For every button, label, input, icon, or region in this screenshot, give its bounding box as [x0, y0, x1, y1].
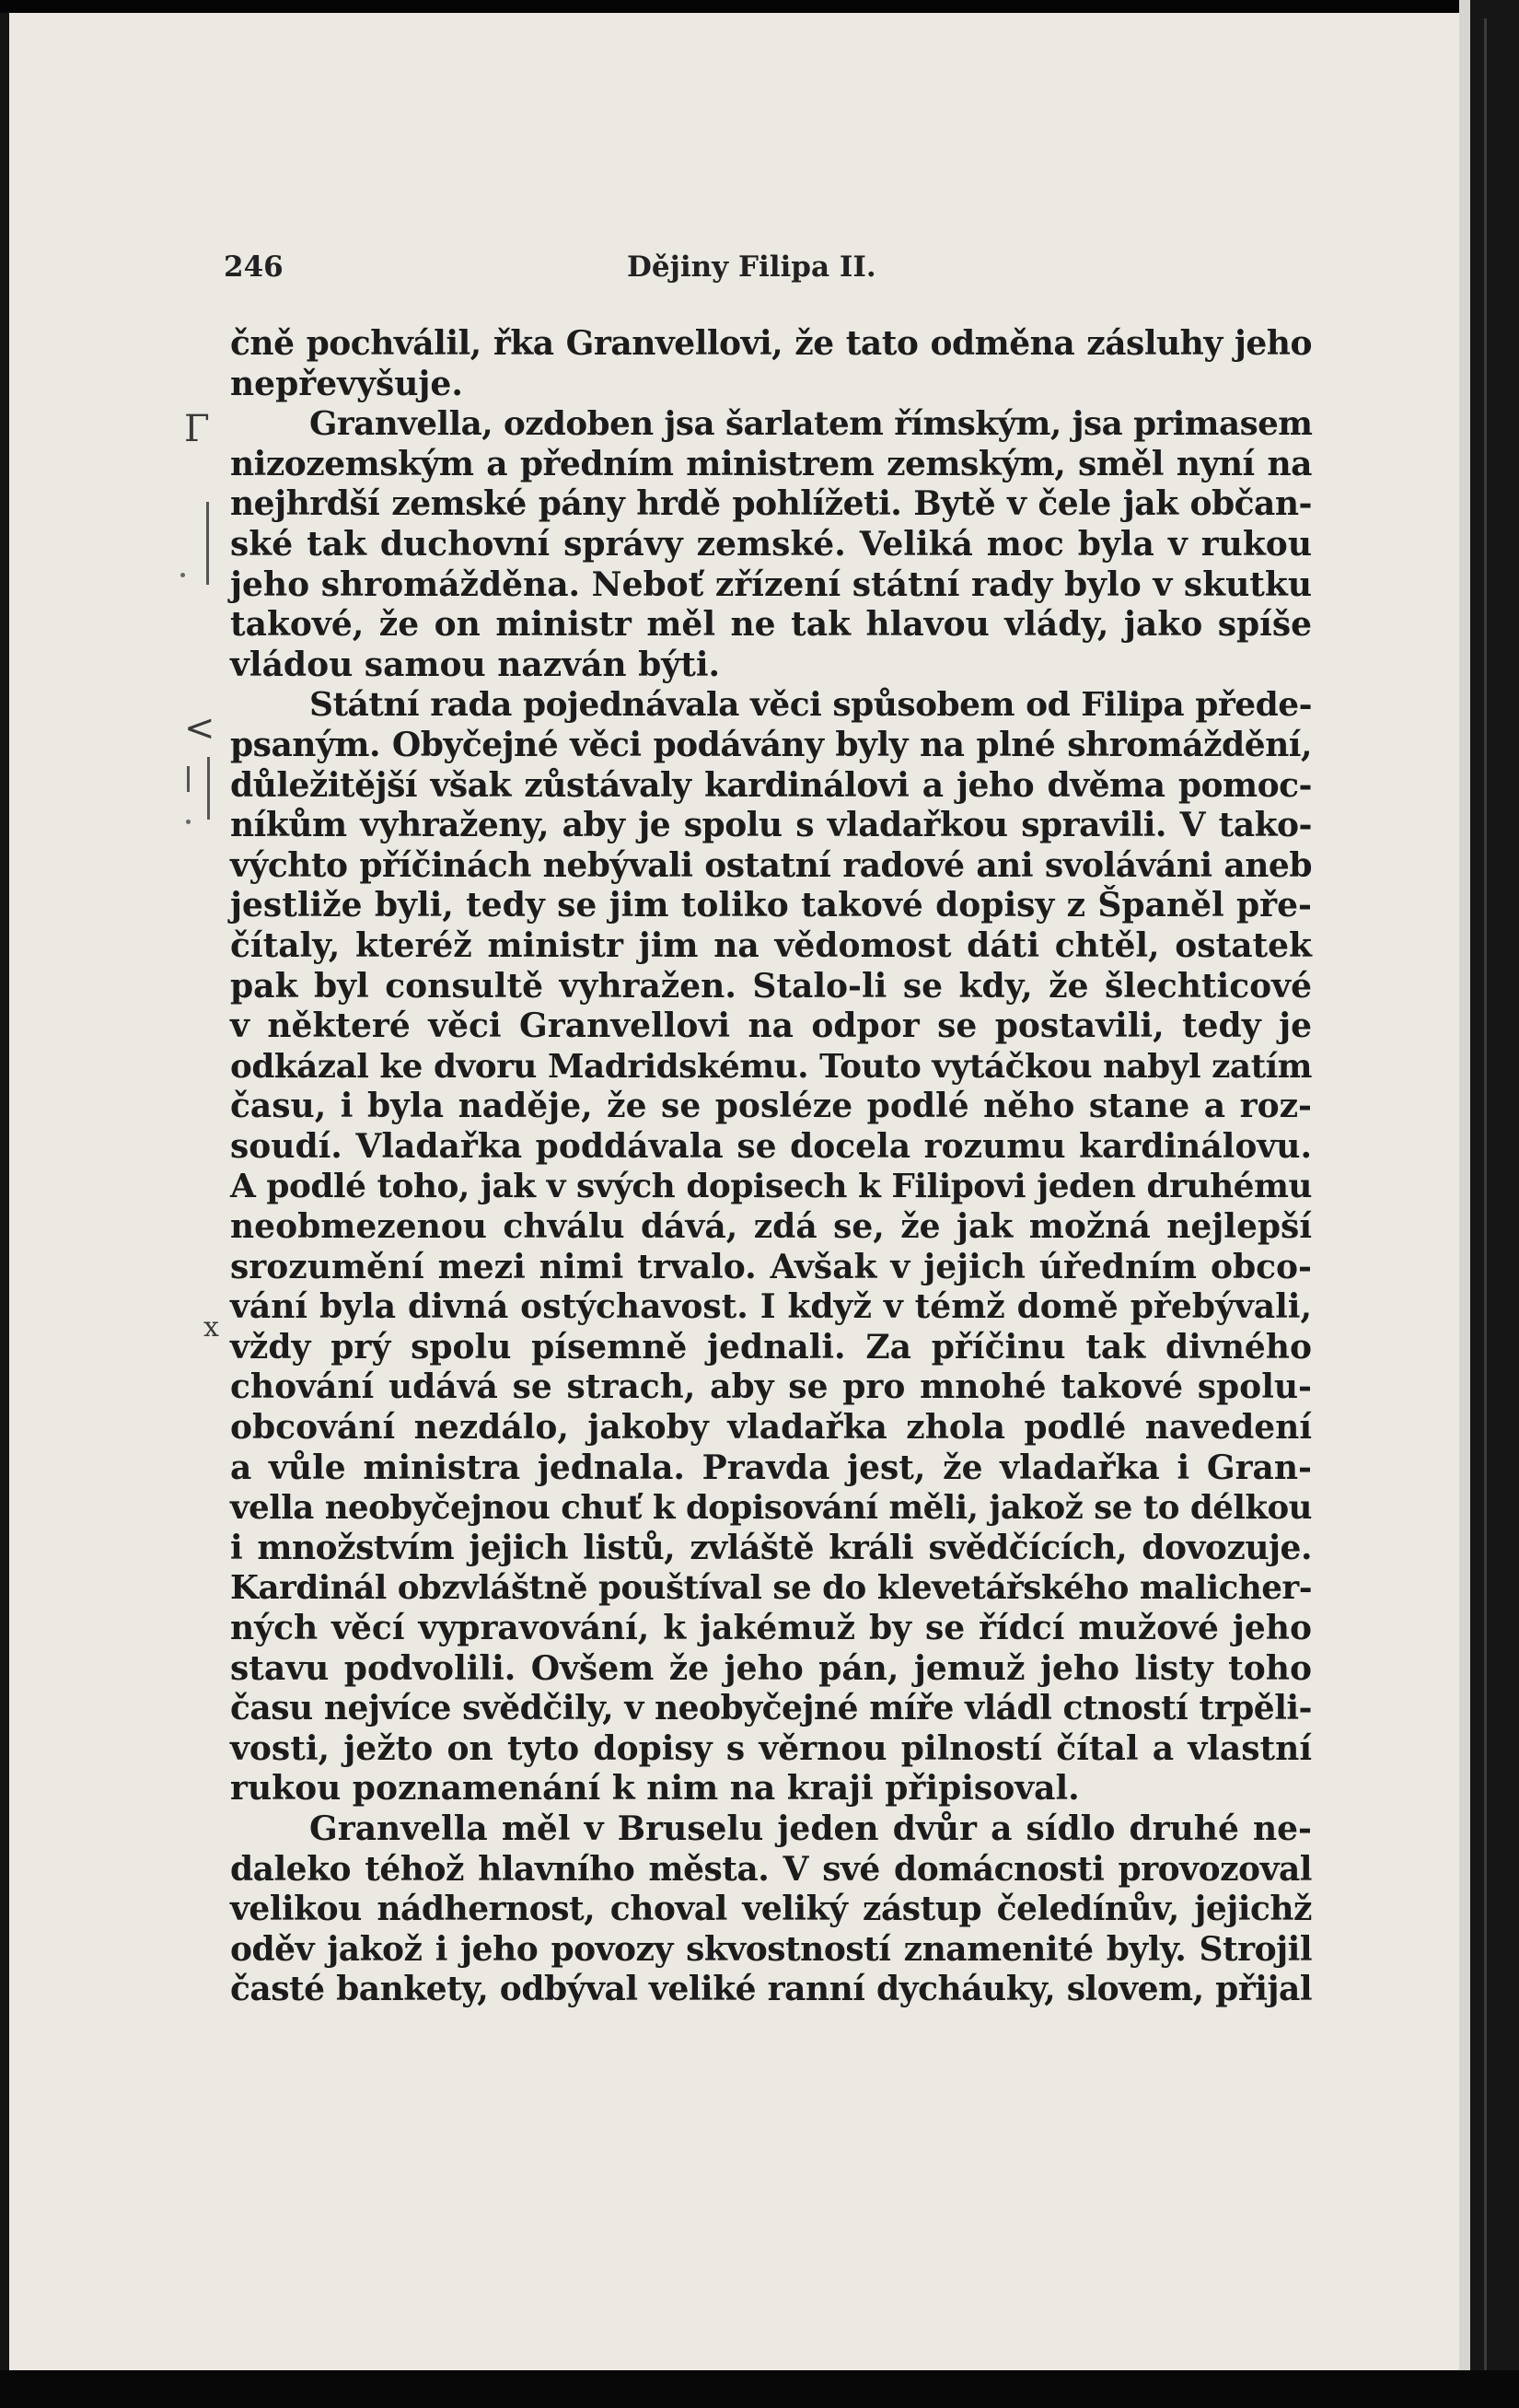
margin-bar	[206, 502, 209, 585]
text-line: soudí. Vladařka poddávala se docela rozumu kardinálovu.	[230, 1126, 1312, 1166]
text-line: času, i byla naděje, že se posléze podlé něho stane a roz-	[230, 1087, 1312, 1126]
margin-dot	[180, 573, 185, 577]
scan-right-line	[1484, 18, 1487, 2385]
page-number: 246	[224, 250, 284, 284]
margin-bar	[187, 766, 190, 792]
text-line: rukou poznamenání k nim na kraji připisoval.	[230, 1769, 1080, 1809]
text-line: výchto příčinách nebývali ostatní radové ani svoláváni aneb	[230, 845, 1312, 885]
margin-bar	[207, 757, 210, 820]
margin-x-mark: x	[203, 1311, 219, 1344]
margin-bracket-mark: Γ	[184, 408, 210, 450]
text-line: obcování nezdálo, jakoby vladařka zhola podlé navedení	[230, 1408, 1312, 1448]
text-line: a vůle ministra jednala. Pravda jest, že vladařka i Gran-	[230, 1448, 1312, 1487]
scan-top-border	[0, 0, 1519, 13]
text-line: časté bankety, odbýval veliké ranní dycháuky, slovem, přijal	[230, 1970, 1312, 2009]
text-line: níkům vyhraženy, aby je spolu s vladařkou spravili. V tako-	[230, 806, 1312, 845]
scan-bottom-border	[0, 2370, 1519, 2408]
text-line: i množstvím jejich listů, zvláště králi svědčících, dovozuje.	[230, 1528, 1312, 1567]
text-line: oděv jakož i jeho povozy skvostností znamenité byly. Strojil	[230, 1929, 1312, 1969]
text-line: vždy prý spolu písemně jednali. Za příčinu tak divného	[230, 1327, 1312, 1367]
text-line: nejhrdší zemské pány hrdě pohlížeti. Bytě v čele jak občan-	[230, 484, 1312, 524]
page-header	[224, 245, 1310, 291]
text-line: neobmezenou chválu dává, zdá se, že jak možná nejlepší	[230, 1207, 1312, 1247]
text-line: ných věcí vypravování, k jakémuž by se řídcí mužové jeho	[230, 1609, 1312, 1647]
text-line: vání byla divná ostýchavost. I když v témž domě přebývali,	[230, 1287, 1312, 1327]
text-line: stavu podvolili. Ovšem že jeho pán, jemuž jeho listy toho	[230, 1648, 1312, 1688]
text-line: vosti, ježto on tyto dopisy s věrnou pilností čítal a vlastní	[230, 1728, 1312, 1768]
text-line: daleko téhož hlavního města. V své domácnosti provozoval	[230, 1849, 1312, 1889]
text-line: Kardinál obzvláštně pouštíval se do klevetářského malicher-	[230, 1569, 1312, 1608]
text-line: srozumění mezi nimi trvalo. Avšak v jejich úředním obco-	[230, 1247, 1312, 1286]
text-line: nepřevyšuje.	[230, 364, 463, 403]
text-line: času nejvíce svědčily, v neobyčejné míře vládl ctností trpěli-	[230, 1689, 1312, 1728]
text-line: odkázal ke dvoru Madridskému. Touto vytáčkou nabyl zatím	[230, 1046, 1312, 1086]
text-line: A podlé toho, jak v svých dopisech k Filipovi jeden druhému	[230, 1167, 1312, 1206]
text-line: čně pochválil, řka Granvellovi, že tato odměna zásluhy jeho	[230, 324, 1312, 363]
text-line: Státní rada pojednávala věci spůsobem od Filipa přede-	[309, 685, 1312, 725]
text-line: psaným. Obyčejné věci podávány byly na plné shromáždění,	[230, 725, 1312, 764]
scan-right-edge	[1459, 0, 1470, 2408]
margin-dot	[186, 820, 191, 824]
running-title: Dějiny Filipa II.	[627, 250, 876, 284]
text-line: v některé věci Granvellovi na odpor se postavili, tedy je	[230, 1006, 1312, 1046]
text-line: Granvella, ozdoben jsa šarlatem římským, jsa primasem	[309, 405, 1313, 444]
text-line: jestliže byli, tedy se jim toliko takové dopisy z Španěl pře-	[230, 886, 1312, 925]
text-line: vládou samou nazván býti.	[230, 645, 721, 684]
text-line: jeho shromážděna. Neboť zřízení státní rady bylo v skutku	[230, 564, 1312, 604]
text-line: velikou nádhernost, choval veliký zástup čeledínův, jejichž	[230, 1890, 1312, 1929]
body-text	[230, 324, 1312, 2010]
text-line: takové, že on ministr měl ne tak hlavou vlády, jako spíše	[230, 605, 1312, 645]
scan-right-border	[1470, 0, 1519, 2408]
text-line: nizozemským a předním ministrem zemským, směl nyní na	[230, 444, 1312, 483]
text-line: ské tak duchovní správy zemské. Veliká moc byla v rukou	[230, 524, 1312, 564]
text-line: pak byl consultě vyhražen. Stalo-li se kdy, že šlechticové	[230, 966, 1312, 1006]
text-line: Granvella měl v Bruselu jeden dvůr a sídlo druhé ne-	[309, 1809, 1312, 1848]
text-line: chování udává se strach, aby se pro mnohé takové spolu-	[230, 1367, 1312, 1407]
margin-angle-mark: <	[184, 707, 215, 750]
text-line: čítaly, kteréž ministr jim na vědomost dáti chtěl, ostatek	[230, 925, 1312, 965]
text-line: vella neobyčejnou chuť k dopisování měli, jakož se to délkou	[230, 1489, 1312, 1528]
text-line: důležitější však zůstávaly kardinálovi a jeho dvěma pomoc-	[230, 765, 1312, 805]
